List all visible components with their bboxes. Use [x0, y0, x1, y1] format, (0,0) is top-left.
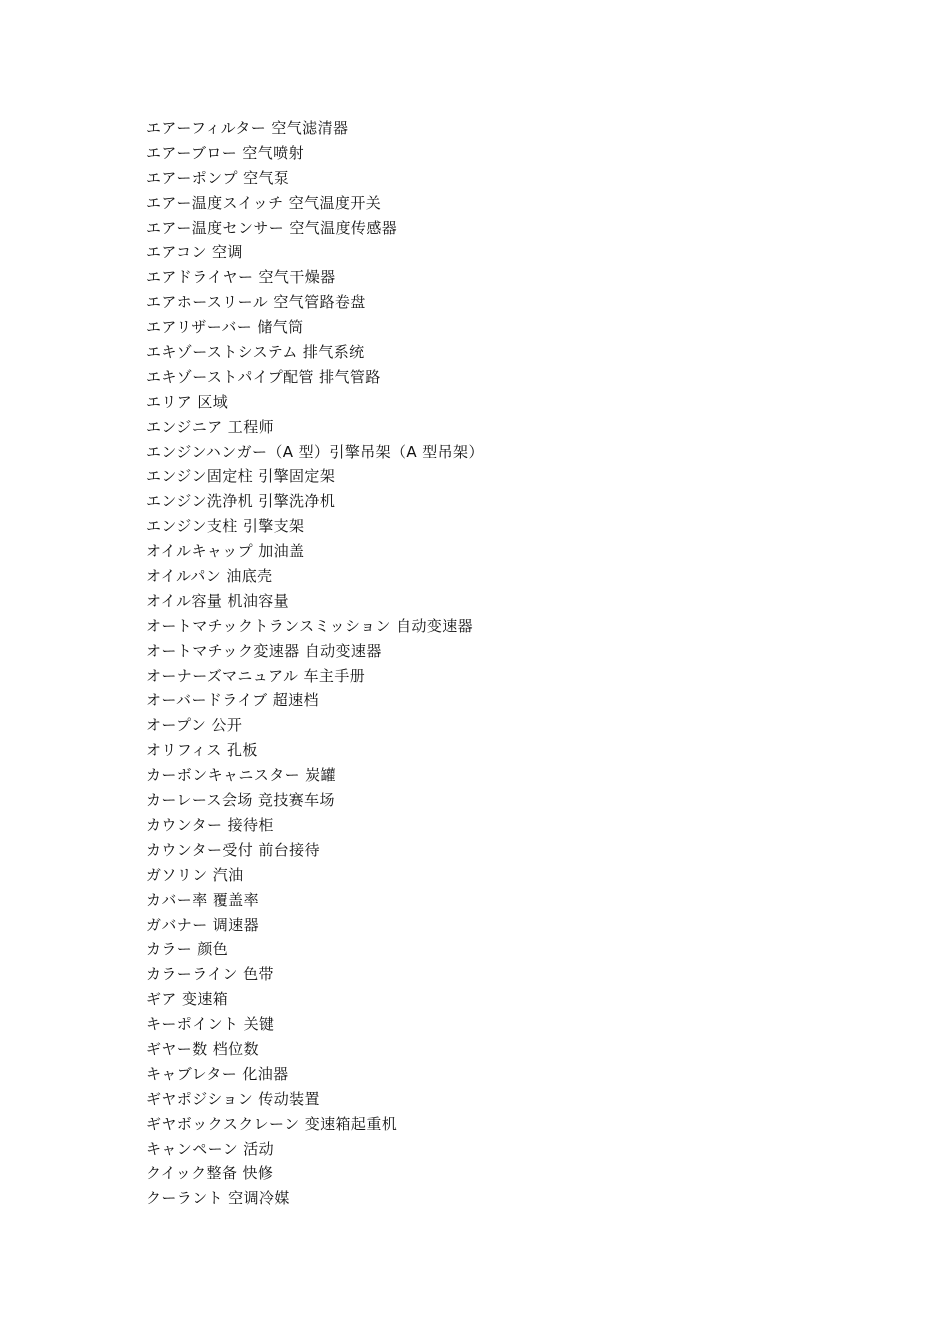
glossary-entry: オイルキャップ 加油盖	[146, 542, 305, 561]
glossary-entry: エンジン洗浄机 引擎洗净机	[146, 492, 336, 511]
glossary-entry: エンジン支柱 引擎支架	[146, 517, 305, 536]
glossary-entry: オーバードライブ 超速档	[146, 691, 319, 710]
glossary-entry: カウンター 接待柜	[146, 815, 274, 834]
glossary-entry: オリフィス 孔板	[146, 741, 258, 760]
glossary-entry: ギヤポジション 传动装置	[146, 1089, 320, 1108]
glossary-list	[146, 116, 484, 1211]
glossary-entry: オイル容量 机油容量	[146, 591, 290, 610]
glossary-entry: カーボンキャニスター 炭罐	[146, 766, 336, 785]
glossary-entry: エアーフィルター 空气滤清器	[146, 119, 349, 137]
glossary-entry: オーナーズマニュアル 车主手册	[146, 666, 366, 685]
glossary-entry: エアー温度スイッチ 空气温度开关	[146, 193, 382, 212]
glossary-entry: ギヤボックスクレーン 变速箱起重机	[146, 1114, 398, 1133]
glossary-entry: キャンペーン 活动	[146, 1139, 275, 1158]
glossary-entry: クイック整备 快修	[146, 1164, 274, 1183]
glossary-entry: オープン 公开	[146, 716, 243, 735]
glossary-entry: エンジン固定柱 引擎固定架	[146, 467, 336, 486]
glossary-entry: エアリザーバー 储气筒	[146, 318, 304, 337]
glossary-entry: エアーポンプ 空气泵	[146, 168, 290, 187]
glossary-entry: エンジニア 工程师	[146, 417, 274, 436]
glossary-entry: エアーブロー 空气喷射	[146, 143, 304, 162]
glossary-entry: エリア 区域	[146, 392, 229, 411]
glossary-entry: エアコン 空调	[146, 243, 243, 262]
glossary-entry: エキゾーストパイプ配管 排气管路	[146, 367, 381, 386]
glossary-entry: ガバナー 调速器	[146, 915, 259, 934]
glossary-entry: キャブレター 化油器	[146, 1064, 289, 1083]
glossary-entry: エキゾーストシステム 排气系统	[146, 343, 365, 362]
glossary-entry: オートマチック変速器 自动变速器	[146, 641, 382, 660]
glossary-entry: オートマチックトランスミッション 自动变速器	[146, 616, 474, 635]
glossary-entry: カラーライン 色带	[146, 965, 274, 984]
glossary-entry: エアドライヤー 空气干燥器	[146, 268, 336, 287]
glossary-entry: カウンター受付 前台接待	[146, 840, 320, 859]
glossary-entry: カーレース会场 竞技赛车场	[146, 791, 335, 810]
glossary-entry: キーポイント 关键	[146, 1015, 275, 1034]
glossary-entry: ガソリン 汽油	[146, 865, 244, 884]
glossary-entry: オイルパン 油底壳	[146, 567, 273, 586]
glossary-entry: カラー 颜色	[146, 940, 229, 959]
glossary-entry: エアホースリール 空气管路卷盘	[146, 293, 366, 312]
glossary-entry: エアー温度センサー 空气温度传感器	[146, 218, 398, 237]
glossary-entry: ギア 变速箱	[146, 990, 229, 1009]
glossary-entry: カバー率 覆盖率	[146, 890, 259, 909]
glossary-entry: クーラント 空调冷媒	[146, 1189, 290, 1208]
glossary-entry: エンジンハンガー（A 型）引擎吊架（A 型吊架）	[146, 442, 484, 461]
glossary-entry: ギヤー数 档位数	[146, 1039, 259, 1058]
